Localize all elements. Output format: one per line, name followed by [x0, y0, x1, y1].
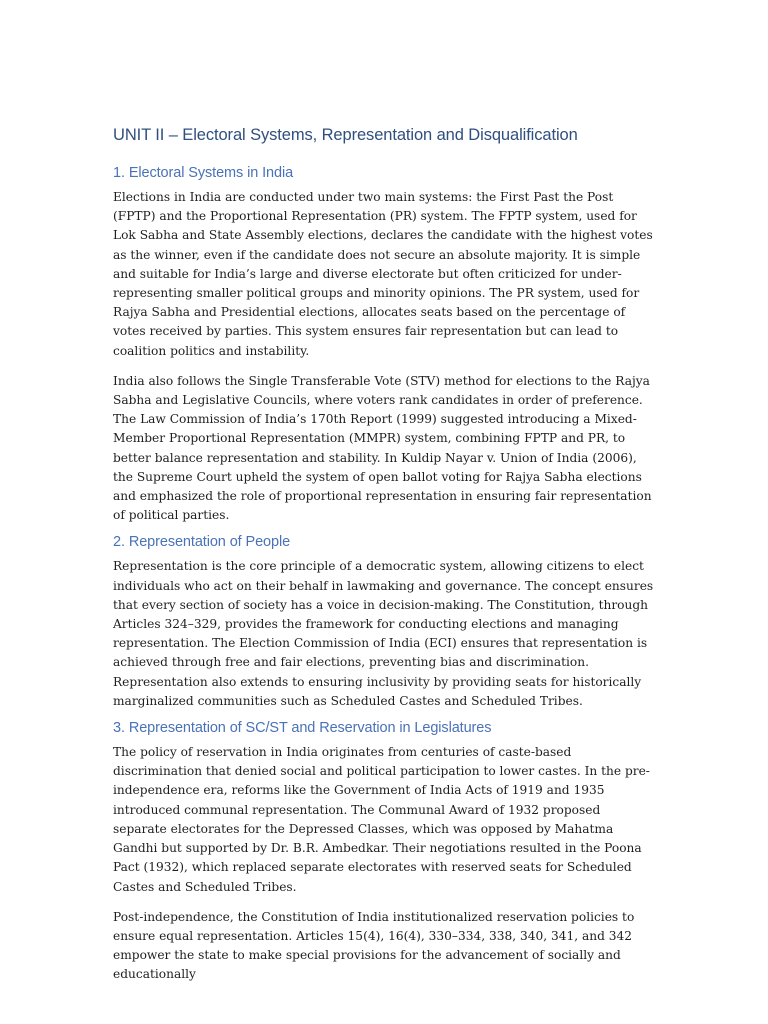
section-heading: 3. Representation of SC/ST and Reservation in Legislatures [113, 720, 492, 737]
section-representation-of-people [113, 531, 657, 711]
paragraph: Post-independence, the Constitution of India institutionalized reservation policies to ensure equal representation. Articles 15(4), 16(4), 330–334, 338, 340, 341, and 342 empower the state to make special provisions for the advancement of socially and educationally [113, 909, 635, 982]
section-heading: 1. Electoral Systems in India [113, 165, 294, 181]
section-sc-st-reservation [113, 717, 657, 984]
section-electoral-systems [113, 162, 657, 525]
paragraph: The policy of reservation in India originates from centuries of caste-based discrimination that denied social and political participation to lower castes. In the pre-independence era, reforms like the Government of India Acts of 1919 and 1935 introduced communal representation. The Communal Award of 1932 proposed separate electorates for the Depressed Classes, which was opposed by Mahatma Gandhi but supported by Dr. B.R. Ambedkar. Their negotiations resulted in the Poona Pact (1932), which replaced separate electorates with reserved seats for Scheduled Castes and Scheduled Tribes. [113, 745, 650, 894]
document-title: UNIT II – Electoral Systems, Representation and Disqualification [113, 126, 578, 144]
paragraph: Elections in India are conducted under two main systems: the First Past the Post (FPTP) and the Proportional Representation (PR) system. The FPTP system, used for Lok Sabha and State Assembly elections, declares the candidate with the highest votes as the winner, even if the candidate does not secure an absolute majority. It is simple and suitable for India’s large and diverse electorate but often criticized for under-representing smaller political groups and minority opinions. The PR system, used for Rajya Sabha and Presidential elections, allocates seats based on the percentage of votes received by parties. This system ensures fair representation but can lead to coalition politics and instability. [113, 190, 653, 358]
paragraph: Representation is the core principle of a democratic system, allowing citizens to elect individuals who act on their behalf in lawmaking and governance. The concept ensures that every section of society has a voice in decision-making. The Constitution, through Articles 324–329, provides the framework for conducting elections and managing representation. The Election Commission of India (ECI) ensures that representation is achieved through free and fair elections, preventing bias and discrimination. Representation also extends to ensuring inclusivity by providing seats for historically marginalized communities such as Scheduled Castes and Scheduled Tribes. [113, 559, 654, 708]
document-page [113, 122, 657, 996]
paragraph: India also follows the Single Transferable Vote (STV) method for elections to the Rajya Sabha and Legislative Councils, where voters rank candidates in order of preference. The Law Commission of India’s 170th Report (1999) suggested introducing a Mixed-Member Proportional Representation (MMPR) system, combining FPTP and PR, to better balance representation and stability. In Kuldip Nayar v. Union of India (2006), the Supreme Court upheld the system of open ballot voting for Rajya Sabha elections and emphasized the role of proportional representation in ensuring fair representation of political parties. [113, 373, 652, 523]
section-heading: 2. Representation of People [113, 534, 291, 551]
